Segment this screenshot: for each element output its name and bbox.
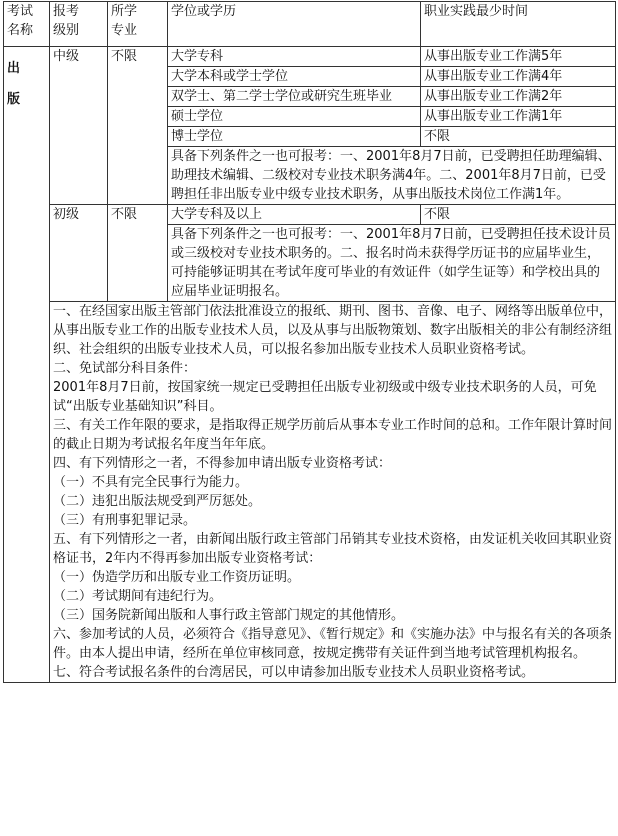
note-paragraph: （二）违犯出版法规受到严厉惩处。 — [53, 494, 262, 509]
degree-cell: 大学专科 — [168, 47, 421, 67]
note-paragraph: 六、参加考试的人员，必须符合《指导意见》、《暂行规定》和《实施办法》中与报名有关的各项条件。由本人提出申请，经所在单位审核同意，按规定携带有关证件到当地考试管理机构报名。 — [53, 627, 613, 661]
degree-cell: 大学本科或学士学位 — [168, 67, 421, 87]
level-intermediate: 中级 — [50, 47, 108, 205]
degree-cell: 大学专科及以上 — [168, 205, 421, 225]
note-paragraph: （二）考试期间有违纪行为。 — [53, 589, 223, 604]
header-exam-name: 考试 名称 — [4, 2, 50, 47]
notes-cell — [50, 302, 616, 683]
practice-cell: 从事出版专业工作满4年 — [421, 67, 616, 87]
exam-requirements-table — [3, 1, 616, 683]
intermediate-condition-cell: 具备下列条件之一也可报考：一、2001年8月7日前，已受聘担任助理编辑、助理技术编辑、二级校对专业技术职务满4年。二、2001年8月7日前，已受聘担任非出版专业中级专业技术职务，从事出版技术岗位工作满1年。 — [168, 147, 616, 205]
header-practice: 职业实践最少时间 — [421, 2, 616, 47]
note-paragraph: （一）不具有完全民事行为能力。 — [53, 475, 249, 490]
junior-condition-cell: 具备下列条件之一也可报考：一、2001年8月7日前，已受聘担任技术设计员或三级校对专业技术职务的。二、报名时尚未获得学历证书的应届毕业生，可持能够证明其在考试年度可毕业的有效证件（如学生证等）和学校出具的应届毕业证明报名。 — [168, 225, 616, 302]
note-paragraph: （三）国务院新闻出版和人事行政主管部门规定的其他情形。 — [53, 608, 405, 623]
exam-name-cell: 出 版 — [4, 47, 50, 683]
level-junior: 初级 — [50, 205, 108, 302]
degree-cell: 双学士、第二学士学位或研究生班毕业 — [168, 87, 421, 107]
major-junior: 不限 — [108, 205, 168, 302]
practice-cell: 不限 — [421, 127, 616, 147]
note-paragraph: （一）伪造学历和出版专业工作资历证明。 — [53, 570, 301, 585]
note-paragraph: 七、符合考试报名条件的台湾居民，可以申请参加出版专业技术人员职业资格考试。 — [53, 665, 535, 680]
note-paragraph: （三）有刑事犯罪记录。 — [53, 513, 197, 528]
notes-row — [4, 302, 616, 683]
table-row — [4, 205, 616, 225]
practice-cell: 不限 — [421, 205, 616, 225]
practice-cell: 从事出版专业工作满5年 — [421, 47, 616, 67]
degree-cell: 硕士学位 — [168, 107, 421, 127]
note-paragraph: 五、有下列情形之一者，由新闻出版行政主管部门吊销其专业技术资格，由发证机关收回其职业资格证书，2年内不得再参加出版专业资格考试： — [53, 532, 613, 566]
table-row — [4, 47, 616, 67]
practice-cell: 从事出版专业工作满2年 — [421, 87, 616, 107]
header-row — [4, 2, 616, 47]
header-major: 所学 专业 — [108, 2, 168, 47]
header-level: 报考 级别 — [50, 2, 108, 47]
major-intermediate: 不限 — [108, 47, 168, 205]
degree-cell: 博士学位 — [168, 127, 421, 147]
header-degree: 学位或学历 — [168, 2, 421, 47]
note-paragraph: 二、免试部分科目条件： — [53, 361, 197, 376]
note-paragraph: 四、有下列情形之一者，不得参加申请出版专业资格考试： — [53, 456, 392, 471]
note-paragraph: 一、在经国家出版主管部门依法批准设立的报纸、期刊、图书、音像、电子、网络等出版单位中，从事出版专业工作的出版专业技术人员，以及从事与出版物策划、数字出版相关的非公有制经济组织、社会组织的出版专业技术人员，可以报名参加出版专业技术人员职业资格考试。 — [53, 304, 613, 357]
practice-cell: 从事出版专业工作满1年 — [421, 107, 616, 127]
note-paragraph: 三、有关工作年限的要求，是指取得正规学历前后从事本专业工作时间的总和。工作年限计算时间的截止日期为考试报名年度当年年底。 — [53, 418, 613, 452]
note-paragraph: 2001年8月7日前，按国家统一规定已受聘担任出版专业初级或中级专业技术职务的人员，可免试“出版专业基础知识”科目。 — [53, 380, 597, 414]
